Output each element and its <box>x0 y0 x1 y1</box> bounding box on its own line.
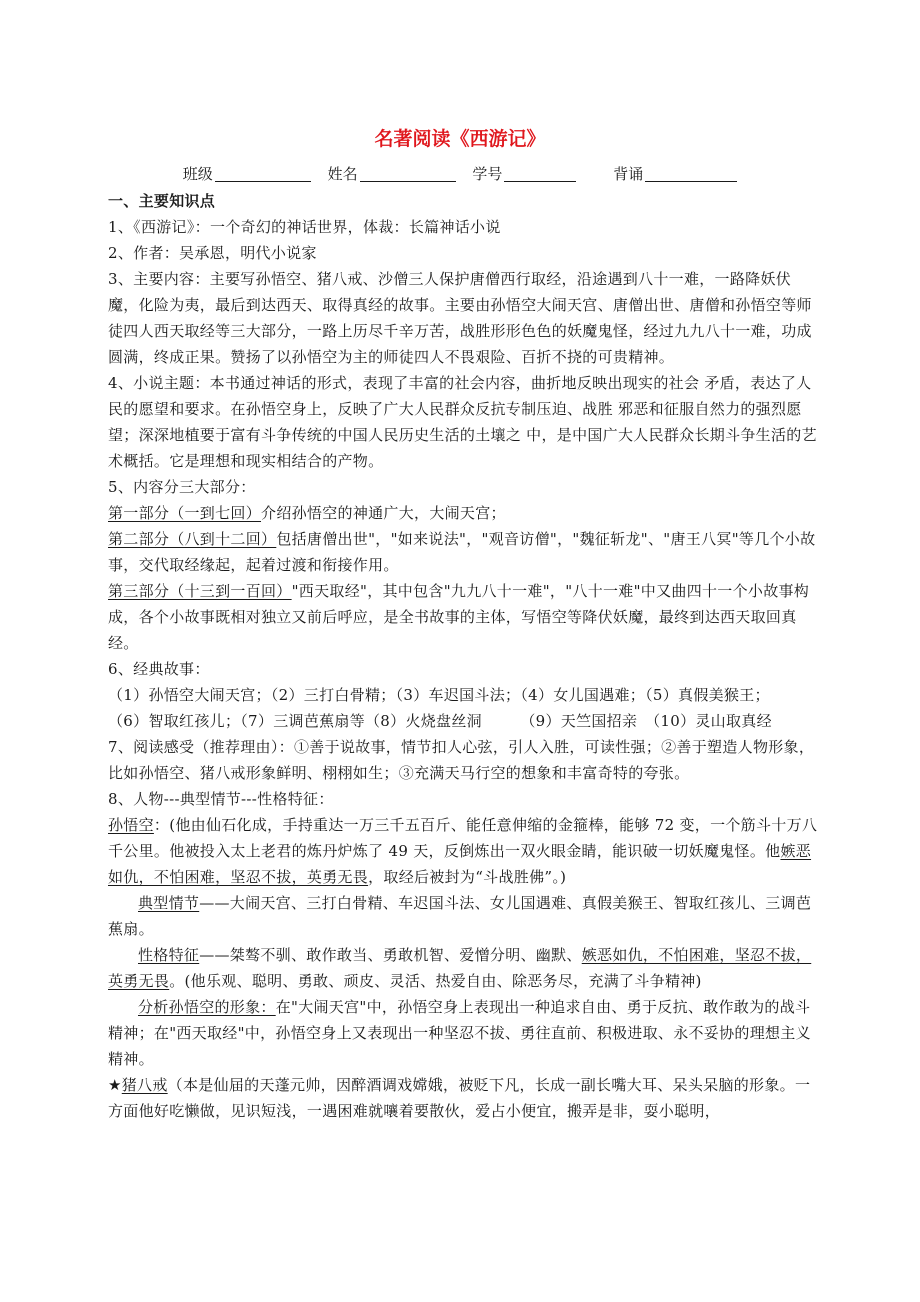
part-three <box>108 578 820 656</box>
section-heading: 一、主要知识点 <box>108 192 216 210</box>
part-two-label: 第二部分（八到十二回） <box>108 530 277 548</box>
sun-wukong-traits: 嫉恶如仇，不怕困难，坚忍不拔，英勇无畏 <box>108 842 812 886</box>
star-icon: ★ <box>108 1076 122 1094</box>
recite-field[interactable] <box>613 163 737 184</box>
character-traits-underlined: 嫉恶如仇，不怕困难，坚忍不拔，英勇无畏 <box>108 946 812 990</box>
zhu-bajie-name: 猪八戒 <box>121 1076 168 1094</box>
number-label: 学号 <box>472 165 503 183</box>
recite-label: 背诵 <box>613 165 644 183</box>
item-reading-feelings: 7、阅读感受（推荐理由）：①善于说故事，情节扣人心弦，引人入胜，可读性强；②善于塑造人物形象，比如孙悟空、猪八戒形象鲜明、栩栩如生；③充满天马行空的想象和丰富奇特的夸张。 <box>108 738 815 782</box>
item-theme: 4、小说主题：本书通过神话的形式，表现了丰富的社会内容，曲折地反映出现实的社会 矛盾，表达了人民的愿望和要求。在孙悟空身上，反映了广大人民群众反抗专制压迫、战胜 邪恶和征服自然力的强烈愿望；深深地植要于富有斗争传统的中国人民历史生活的土壤之 中，是中国广大人民群众长期斗争生活的艺术概括。它是理想和现实相结合的产物。 <box>108 374 817 470</box>
typical-plot <box>108 890 820 942</box>
number-blank[interactable] <box>504 165 576 182</box>
number-field[interactable] <box>472 163 576 184</box>
part-one-text: 介绍孙悟空的神通广大，大闹天宫； <box>261 504 506 522</box>
class-label: 班级 <box>182 165 213 183</box>
typical-plot-label: 典型情节 <box>138 894 200 912</box>
part-three-label: 第三部分（十三到一百回） <box>108 582 292 600</box>
image-analysis-label: 分析孙悟空的形象： <box>138 998 276 1016</box>
part-two-text: 包括唐僧出世"，"如来说法"，"观音访僧"，"魏征斩龙"、"唐王八冥"等几个小故事，交代取经缘起，起着过渡和衔接作用。 <box>108 530 816 574</box>
class-field[interactable] <box>183 163 311 184</box>
image-analysis <box>108 994 820 1072</box>
part-one <box>108 500 820 526</box>
student-info-line <box>0 163 920 184</box>
item-parts-heading: 5、内容分三大部分： <box>108 478 256 496</box>
item-characters-heading: 8、人物---典型情节---性格特征： <box>108 790 334 808</box>
character-traits-label: 性格特征 <box>138 946 200 964</box>
part-one-label: 第一部分（一到七回） <box>108 504 262 522</box>
sun-wukong-text-end: ，取经后被封为“斗战胜佛”。) <box>368 868 567 886</box>
recite-blank[interactable] <box>645 165 737 182</box>
name-blank[interactable] <box>360 165 456 182</box>
typical-plot-text: ——大闹天宫、三打白骨精、车迟国斗法、女儿国遇难、真假美猴王、智取红孩儿、三调芭蕉扇。 <box>108 894 812 938</box>
page-title: 名著阅读《西游记》 <box>374 128 546 150</box>
sun-wukong-intro <box>108 812 820 890</box>
stories-line-2: （6）智取红孩儿；（7）三调芭蕉扇等（8）火烧盘丝洞 （9）天竺国招亲 （10）灵山取真经 <box>108 712 772 730</box>
stories-line-1: （1）孙悟空大闹天宫；（2）三打白骨精；（3）车迟国斗法；（4）女儿国遇难；（5）真假美猴王； <box>108 686 770 704</box>
part-two <box>108 526 820 578</box>
name-label: 姓名 <box>327 165 358 183</box>
sun-wukong-name: 孙悟空 <box>108 816 154 834</box>
item-author: 2、作者：吴承恩，明代小说家 <box>108 244 317 262</box>
item-main-content: 3、主要内容：主要写孙悟空、猪八戒、沙僧三人保护唐僧西行取经，沿途遇到八十一难，一路降妖伏魔，化险为夷，最后到达西天、取得真经的故事。主要由孙悟空大闹天宫、唐僧出世、唐僧和孙悟空等师徒四人西天取经等三大部分，一路上历尽千辛万苦，战胜形形色色的妖魔鬼怪，经过九九八十一难，功成圆满，终成正果。赞扬了以孙悟空为主的师徒四人不畏艰险、百折不挠的可贵精神。 <box>108 270 812 366</box>
part-three-text: "西天取经"，其中包含"九九八十一难"，"八十一难"中又曲四十一个小故事构成，各个小故事既相对独立又前后呼应，是全书故事的主体，写悟空等降伏妖魔，最终到达西天取回真经。 <box>108 582 810 652</box>
sun-wukong-text: ：(他由仙石化成，手持重达一万三千五百斤、能任意伸缩的金箍棒，能够 72 变，一个筋斗十万八千公里。他被投入太上老君的炼丹炉炼了 49 天，反倒炼出一双火眼金睛，能识破一切妖魔鬼怪。他 <box>108 816 818 860</box>
character-traits <box>108 942 820 994</box>
zhu-bajie-intro <box>108 1072 820 1124</box>
item-stories-heading: 6、经典故事： <box>108 660 210 678</box>
item-genre: 1、《西游记》：一个奇幻的神话世界，体裁：长篇神话小说 <box>108 218 501 236</box>
zhu-bajie-text: （本是仙届的天蓬元帅，因醉酒调戏嫦娥，被贬下凡，长成一副长嘴大耳、呆头呆脑的形象。一方面他好吃懒做，见识短浅，一遇困难就嚷着要散伙，爱占小便宜，搬弄是非，耍小聪明， <box>108 1076 811 1120</box>
character-traits-text: ——桀骜不驯、敢作敢当、勇敢机智、爱憎分明、幽默、 <box>199 946 582 964</box>
main-content <box>108 188 820 1124</box>
character-traits-text-end: 。(他乐观、聪明、勇敢、顽皮、灵活、热爱自由、除恶务尽，充满了斗争精神) <box>169 972 702 990</box>
image-analysis-text: 在"大闹天宫"中，孙悟空身上表现出一种追求自由、勇于反抗、敢作敢为的战斗精神；在"西天取经"中，孙悟空身上又表现出一种坚忍不拔、勇往直前、积极进取、永不妥协的理想主义精神。 <box>108 998 811 1068</box>
name-field[interactable] <box>328 163 456 184</box>
class-blank[interactable] <box>215 165 311 182</box>
